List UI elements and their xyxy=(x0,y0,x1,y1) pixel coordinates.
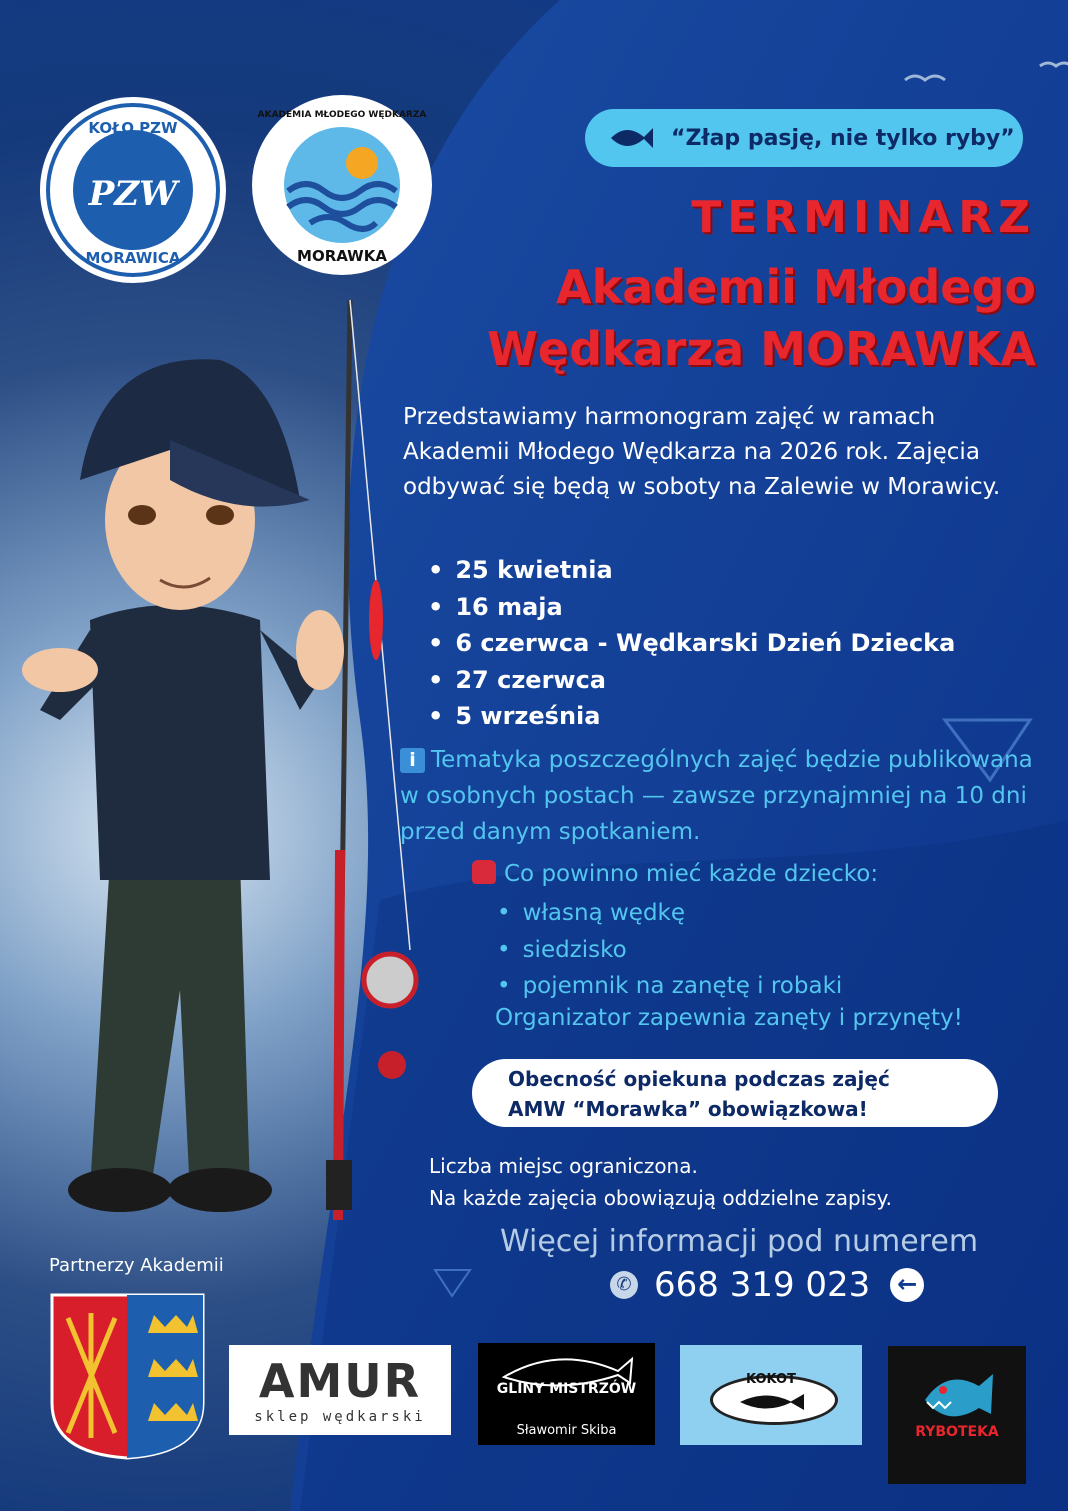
title-line-3: Wędkarza MORAWKA xyxy=(487,322,1036,376)
date-item: • 25 kwietnia xyxy=(428,552,955,589)
title-line-1: TERMINARZ xyxy=(691,192,1036,243)
needs-title: Co powinno mieć każde dziecko: xyxy=(504,861,879,887)
quote-banner xyxy=(585,109,1023,167)
info-icon: i xyxy=(400,748,425,773)
date-item: • 16 maja xyxy=(428,589,955,626)
academy-top-text: AKADEMIA MŁODEGO WĘDKARZA xyxy=(257,110,427,120)
limit-line-1: Liczba miejsc ograniczona. xyxy=(429,1154,698,1178)
phone-number[interactable]: 668 319 023 xyxy=(654,1265,871,1305)
kokot-logo xyxy=(680,1345,862,1445)
contact-phone-row xyxy=(610,1265,924,1305)
gliny-name: GLINY MISTRZÓW xyxy=(496,1381,637,1397)
academy-bottom-text: MORAWKA xyxy=(297,247,387,265)
need-item: • własną wędkę xyxy=(497,895,842,932)
arrow-left-icon: ← xyxy=(890,1268,924,1302)
gliny-mistrzow-logo xyxy=(478,1343,655,1445)
needs-heading xyxy=(472,860,878,887)
boy-angler-illustration xyxy=(20,290,440,1250)
ryboteka-logo xyxy=(888,1346,1026,1484)
amur-name: AMUR xyxy=(258,1354,422,1408)
limit-line-2: Na każde zajęcia obowiązują oddzielne zapisy. xyxy=(429,1186,893,1210)
guardian-line-2: AMW “Morawka” obowiązkowa! xyxy=(508,1097,868,1121)
guardian-line-1: Obecność opiekuna podczas zajęć xyxy=(508,1067,890,1091)
info-text: Tematyka poszczególnych zajęć będzie publikowana w osobnych postach — zawsze przynajmniej na 10 dni przed danym spotkaniem. xyxy=(400,747,1033,845)
pzw-logo xyxy=(40,97,226,283)
dates-list xyxy=(428,552,955,735)
phone-icon: ✆ xyxy=(610,1271,638,1299)
limits-note xyxy=(429,1150,892,1214)
need-item: • siedzisko xyxy=(497,932,842,969)
need-item: • pojemnik na zanętę i robaki xyxy=(497,968,842,1005)
academy-logo xyxy=(252,95,432,275)
piranha-icon xyxy=(917,1368,997,1428)
organizer-note: Organizator zapewnia zanęty i przynęty! xyxy=(495,1005,963,1031)
pzw-mark: PZW xyxy=(88,174,178,214)
amur-logo xyxy=(229,1345,451,1435)
fish-icon xyxy=(736,1391,806,1413)
intro-text: Przedstawiamy harmonogram zajęć w ramach Akademii Młodego Wędkarza na 2026 rok. Zajęcia odbywać się będą w soboty na Zalewie w Morawicy. xyxy=(403,404,1001,500)
backpack-icon xyxy=(472,860,496,884)
quote-text: “Złap pasję, nie tylko ryby” xyxy=(671,125,1015,151)
date-item: • 6 czerwca - Wędkarski Dzień Dziecka xyxy=(428,625,955,662)
fish-icon xyxy=(607,122,653,154)
contact-label: Więcej informacji pod numerem xyxy=(500,1224,979,1259)
needs-list xyxy=(497,895,842,1005)
pzw-bottom-text: MORAWICA xyxy=(85,249,181,267)
morawica-coat-of-arms xyxy=(50,1293,205,1460)
info-note xyxy=(400,742,1040,850)
partners-label: Partnerzy Akademii xyxy=(49,1255,224,1276)
date-item: • 27 czerwca xyxy=(428,662,955,699)
title-line-2: Akademii Młodego xyxy=(556,260,1036,314)
date-item: • 5 września xyxy=(428,698,955,735)
amur-sub: sklep wędkarski xyxy=(254,1409,426,1425)
gliny-sub: Sławomir Skiba xyxy=(516,1423,617,1438)
guardian-notice xyxy=(472,1059,998,1127)
pzw-top-text: KOŁO PZW xyxy=(88,119,178,137)
ryboteka-name: RYBOTEKA xyxy=(915,1424,999,1440)
kokot-name: KOKOT xyxy=(746,1372,796,1387)
